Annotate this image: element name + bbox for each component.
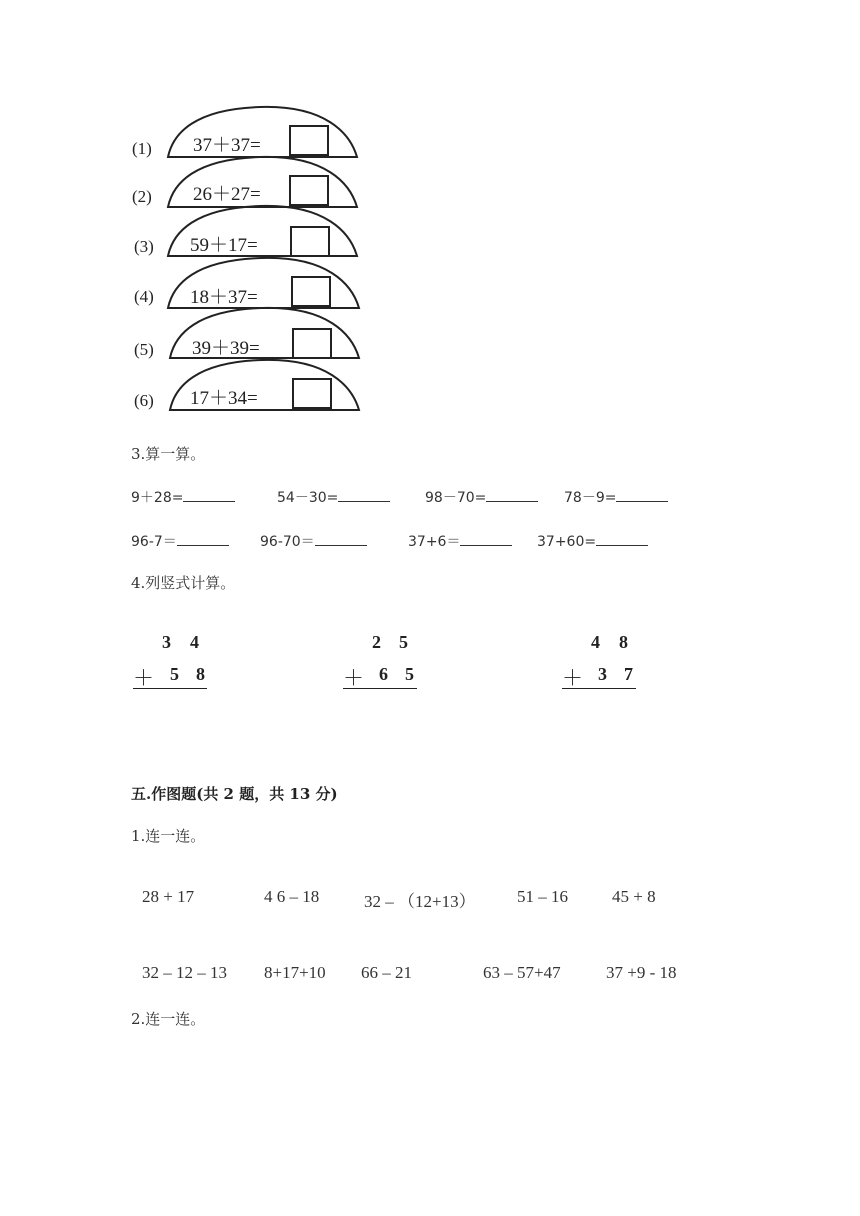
- answer-blank[interactable]: [460, 531, 512, 546]
- bottom-digit: 5: [405, 664, 414, 684]
- answer-box[interactable]: [289, 125, 329, 156]
- q3-item: [277, 487, 390, 507]
- sum-line: [133, 688, 207, 689]
- dome-expression: 37＋37=: [193, 135, 261, 156]
- connect-expression[interactable]: 37 +9 - 18: [606, 963, 677, 982]
- q3-item: [131, 531, 229, 551]
- bottom-digit: 6: [379, 664, 388, 684]
- bottom-digit: 5: [170, 664, 179, 684]
- q3-item: [131, 487, 235, 507]
- dome-expression: 26＋27=: [193, 184, 261, 205]
- q3-expression: 96-70＝: [260, 534, 315, 550]
- q3-expression: 54－30=: [277, 490, 339, 506]
- dome-label: (6): [134, 391, 154, 410]
- q5-1-title: 1.连一连。: [131, 827, 206, 845]
- answer-blank[interactable]: [596, 531, 648, 546]
- dome-label: (1): [132, 139, 152, 158]
- dome-label: (2): [132, 187, 152, 206]
- answer-blank[interactable]: [183, 487, 235, 502]
- q3-title: 3.算一算。: [131, 445, 206, 463]
- dome-expression: 17＋34=: [190, 388, 258, 409]
- bottom-digit: 8: [196, 664, 205, 684]
- answer-blank[interactable]: [616, 487, 668, 502]
- q4-title: 4.列竖式计算。: [131, 574, 236, 592]
- answer-blank[interactable]: [338, 487, 390, 502]
- q3-expression: 98－70=: [425, 490, 487, 506]
- top-digit: 4: [591, 632, 600, 652]
- plus-sign: ＋: [343, 666, 364, 690]
- top-digit: 3: [162, 632, 171, 652]
- connect-expression[interactable]: 8+17+10: [264, 963, 326, 982]
- answer-box[interactable]: [292, 328, 332, 359]
- answer-blank[interactable]: [486, 487, 538, 502]
- plus-sign: ＋: [133, 666, 154, 690]
- q5-2-title: 2.连一连。: [131, 1010, 206, 1028]
- section-title: 五.作图题(共 2 题，共 13 分): [131, 785, 338, 803]
- answer-box[interactable]: [291, 276, 331, 307]
- connect-expression[interactable]: 66 – 21: [361, 963, 412, 982]
- bottom-digit: 3: [598, 664, 607, 684]
- q3-expression: 37+6＝: [408, 534, 461, 550]
- sum-line: [343, 688, 417, 689]
- q3-expression: 9＋28=: [131, 490, 184, 506]
- q3-expression: 96-7＝: [131, 534, 177, 550]
- q3-expression: 37+60=: [537, 534, 597, 550]
- q3-item: [537, 531, 648, 550]
- q3-item: [564, 487, 668, 507]
- q3-item: [408, 531, 512, 551]
- dome-label: (3): [134, 237, 154, 256]
- sum-line: [562, 688, 636, 689]
- plus-sign: ＋: [562, 666, 583, 690]
- answer-box[interactable]: [289, 175, 329, 206]
- answer-box[interactable]: [292, 378, 332, 409]
- top-digit: 2: [372, 632, 381, 652]
- dome-expression: 39＋39=: [192, 338, 260, 359]
- top-digit: 8: [619, 632, 628, 652]
- dome-expression: 59＋17=: [190, 235, 258, 256]
- connect-expression[interactable]: 51 – 16: [517, 887, 568, 906]
- dome-label: (5): [134, 340, 154, 359]
- dome-label: (4): [134, 287, 154, 306]
- connect-expression[interactable]: 28 + 17: [142, 887, 195, 906]
- dome-expression: 18＋37=: [190, 287, 258, 308]
- q3-item: [260, 531, 367, 551]
- connect-expression[interactable]: 32 – （12+13）: [364, 892, 476, 911]
- answer-box[interactable]: [290, 226, 330, 257]
- answer-blank[interactable]: [177, 531, 229, 546]
- connect-expression[interactable]: 4 6 – 18: [264, 887, 320, 906]
- top-digit: 5: [399, 632, 408, 652]
- top-digit: 4: [190, 632, 199, 652]
- answer-blank[interactable]: [315, 531, 367, 546]
- q3-expression: 78－9=: [564, 490, 617, 506]
- q3-item: [425, 487, 538, 507]
- connect-expression[interactable]: 32 – 12 – 13: [142, 963, 227, 982]
- bottom-digit: 7: [624, 664, 633, 684]
- connect-expression[interactable]: 63 – 57+47: [483, 963, 561, 982]
- connect-expression[interactable]: 45 + 8: [612, 887, 656, 906]
